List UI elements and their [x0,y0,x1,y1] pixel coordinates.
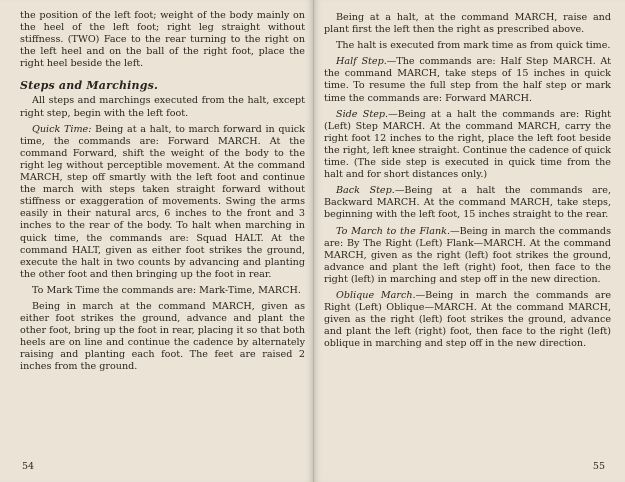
quick-time-paragraph [20,124,305,281]
side-step-paragraph [324,109,611,182]
oblique-march-body: —Being in march the commands are Right (Left) Oblique—MARCH. At the command MARCH, given as the right (left) foot strikes the ground, advance and plant the left (right) foot, then face to the right (left) oblique in marching and step off in the new direction. [324,289,611,350]
half-step-lead: Half Step. [336,56,387,68]
mark-time-paragraph: To Mark Time the commands are: Mark-Time, MARCH. [32,284,301,296]
mark-time-march-paragraph: Being in march at the command MARCH, given as either foot strikes the ground, advance and plant the other foot, bring up the foot in rear, placing it so that both heels are on line and continue the cadence by alternately raising and planting each foot. The feet are raised 2 inches from the ground. [20,300,305,373]
back-step-body: —Being at a halt the commands are, Backward MARCH. At the command MARCH, take steps, beginning with the left foot, 15 inches straight to the rear. [324,185,611,221]
flank-march-paragraph [324,226,611,286]
quick-time-body: Being at a halt, to march forward in quick time, the commands are: Forward MARCH. At the command Forward, shift the weight of the body to the right leg without perceptible movement. At the command MARCH, step off smartly with the left foot and continue the march with steps taken straight forward without stiffness or exaggeration of movements. Swing the arms easily in their natural arcs, 6 inches to the front and 3 inches to the rear of the body. To halt when marching in quick time, the commands are: Squad HALT. At the command HALT, given as either foot strikes the ground, execute the halt in two counts by advancing and planting the other foot and then bringing up the foot in rear. [20,123,305,280]
back-step-lead: Back Step. [336,185,395,197]
flank-march-body: —Being in march the commands are: By The Right (Left) Flank—MARCH. At the command MARCH, given as the right (left) foot strikes the ground, advance and plant the left (right) foot, then face to the right (left) in marching and step off in the new direction. [324,225,611,285]
oblique-march-lead: Oblique March. [336,289,416,301]
flank-march-lead: To March to the Flank. [336,225,450,237]
page-number-right: 55 [592,461,605,472]
halt-from-mark-time-paragraph: The halt is executed from mark time as from quick time. [336,40,611,52]
side-step-body: —Being at a halt the commands are: Right (Left) Step MARCH. At the command MARCH, carry the right foot 12 inches to the right, place the left foot beside the right, left knee straight. Continue the cadence of quick time. (The side step is executed in quick time from the halt and for short distances only.) [324,108,612,181]
oblique-march-paragraph [324,290,611,350]
back-step-paragraph [324,185,611,221]
quick-time-lead: Quick Time: [32,123,92,135]
half-step-paragraph [324,56,611,104]
continuation-paragraph: the position of the left foot; weight of the body mainly on the heel of the left foot; right leg straight without stiffness. (TWO) Face to the rear turning to the right on the left heel and on the ball of the right foot, place the right heel beside the left. [20,10,305,70]
side-step-lead: Side Step. [336,108,389,120]
half-step-body: —The commands are: Half Step MARCH. At the command MARCH, take steps of 15 inches in quick time. To resume the full step from the half step or mark time the commands are: Forward MARCH. [324,56,611,104]
section-heading: Steps and Marchings. [20,79,159,93]
right-page [314,0,625,482]
page-number-left: 54 [22,461,35,472]
intro-paragraph: All steps and marchings executed from the halt, except right step, begin with the left foot. [20,95,305,119]
halt-march-paragraph: Being at a halt, at the command MARCH, raise and plant first the left then the right as prescribed above. [324,12,611,36]
